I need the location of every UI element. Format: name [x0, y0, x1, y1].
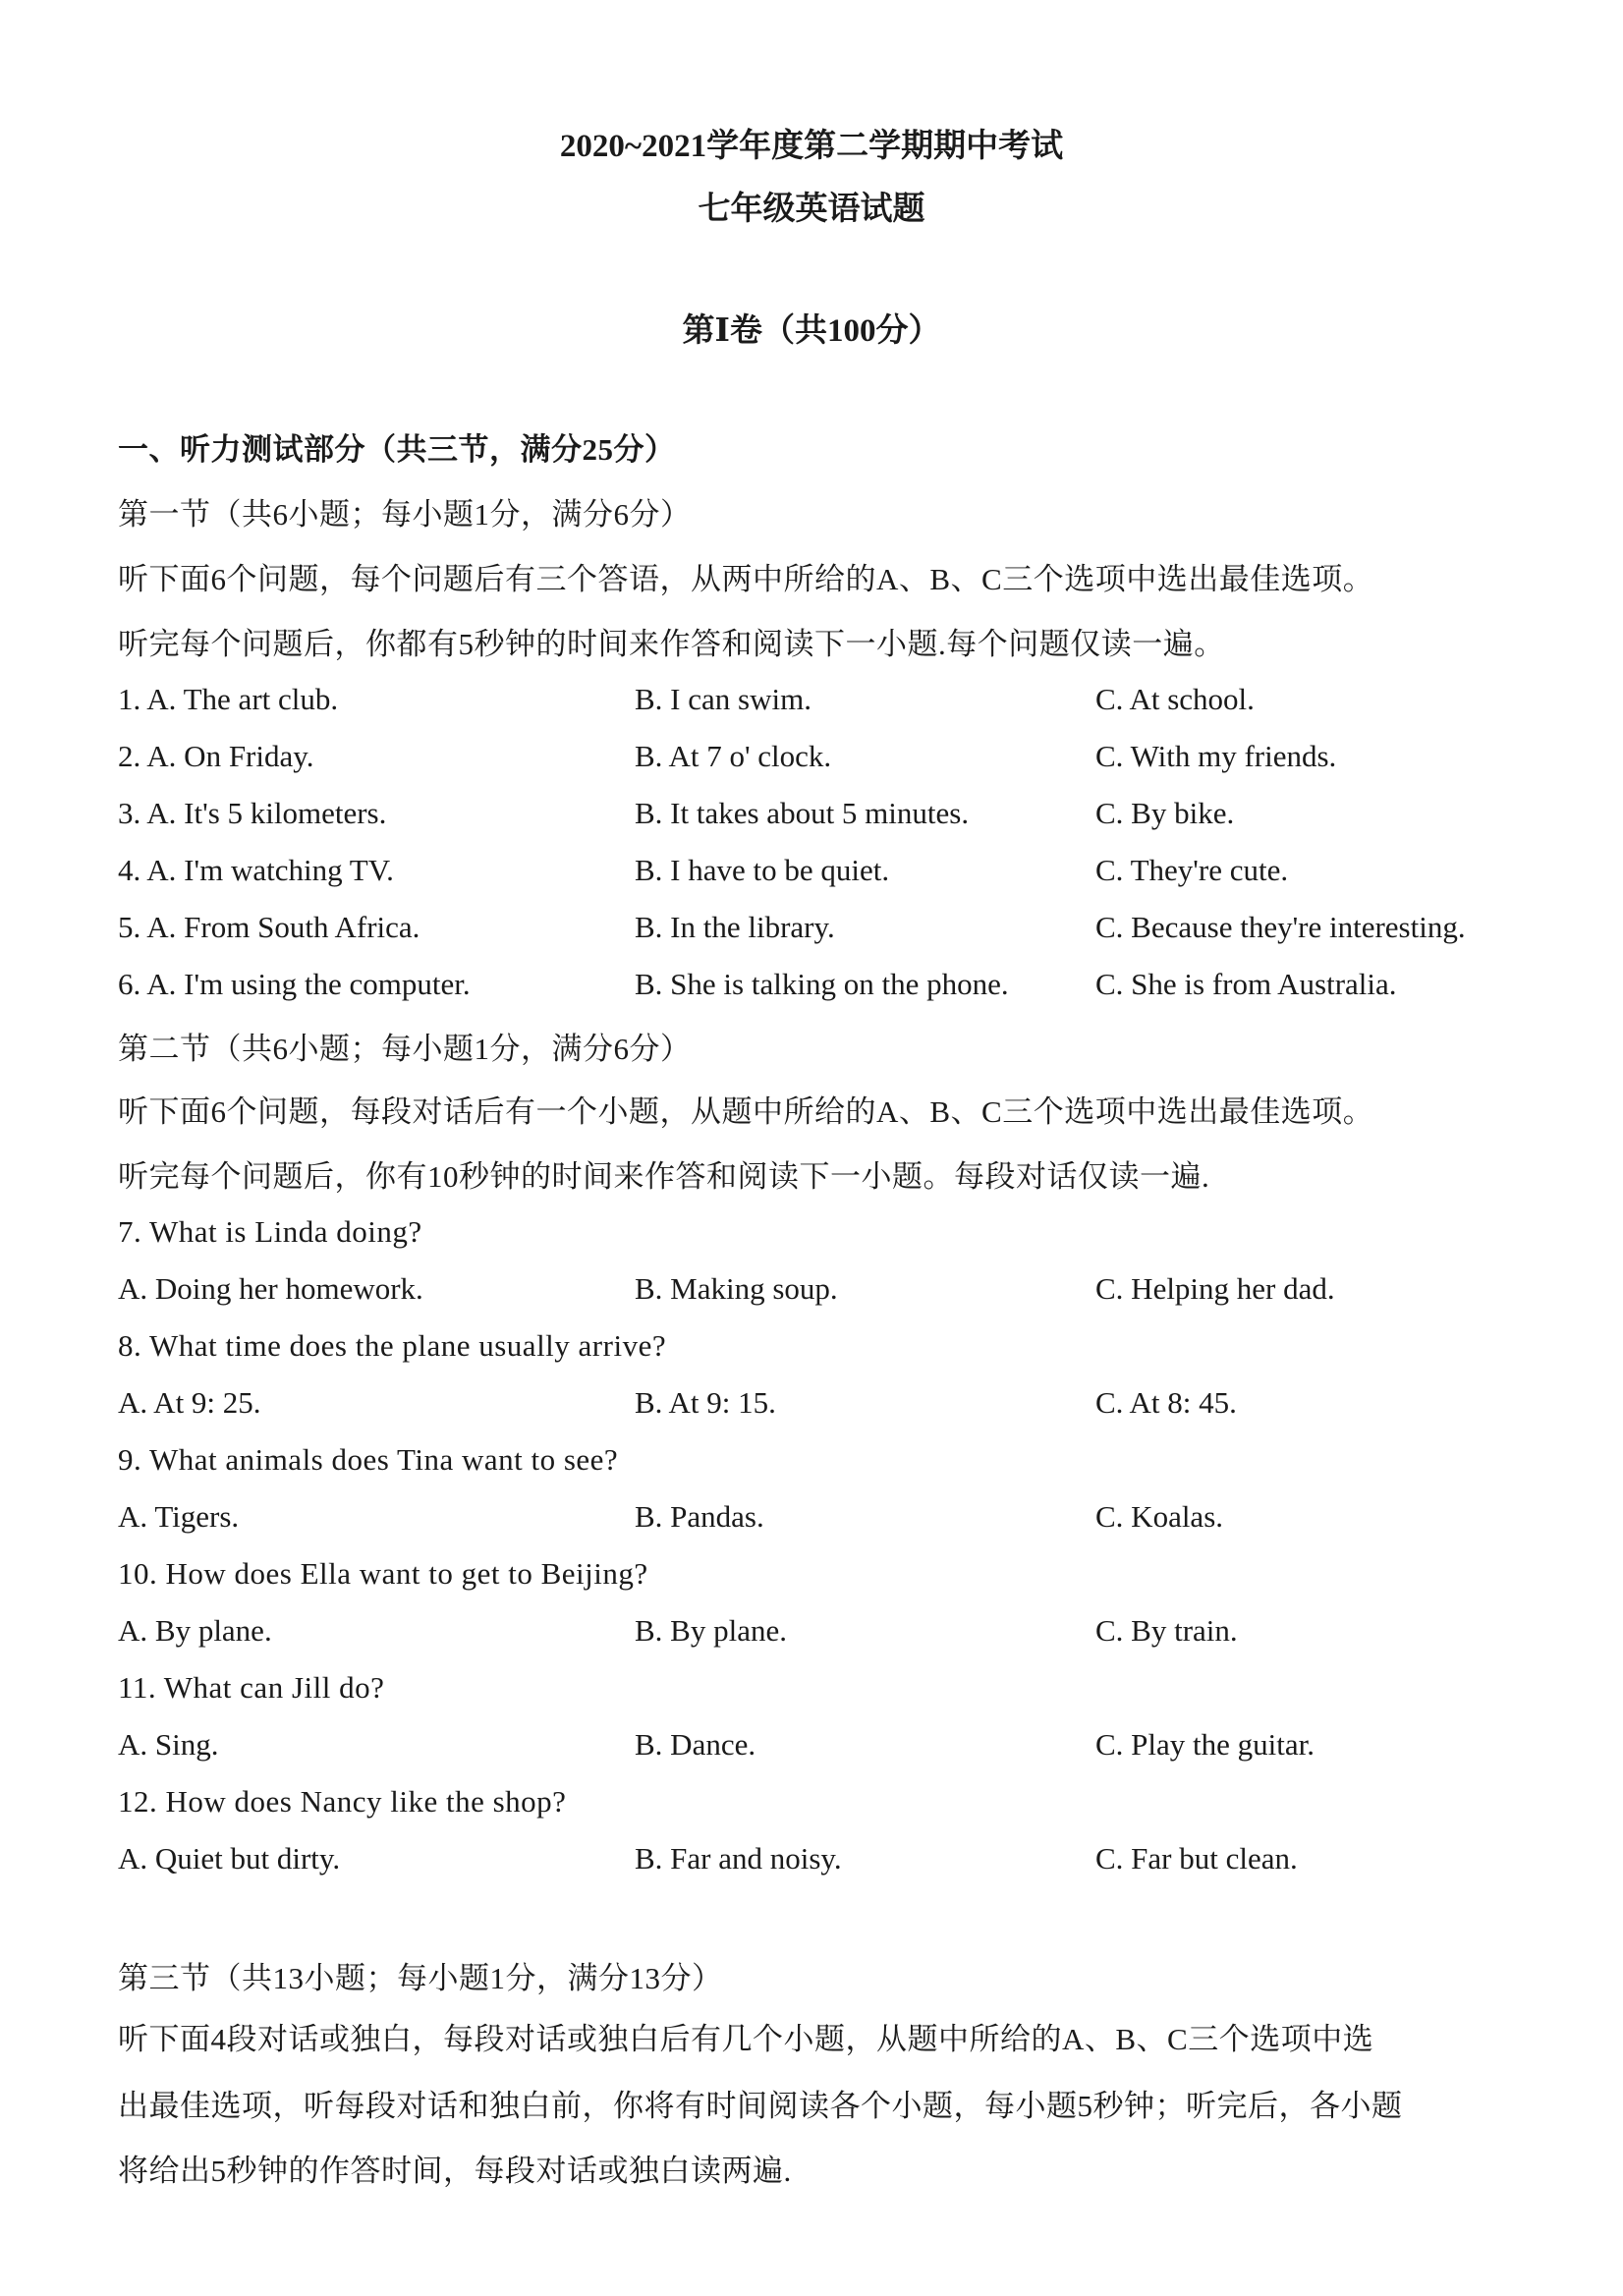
section2-instruction: 听完每个问题后，你有10秒钟的时间来作答和阅读下一小题。每段对话仅读一遍. — [118, 1159, 1210, 1194]
section3-heading: 第三节（共13小题；每小题1分，满分13分） — [118, 1961, 723, 1995]
option-a: A. Quiet but dirty. — [118, 1841, 341, 1876]
option-a: 1. A. The art club. — [118, 682, 339, 716]
option-b: B. In the library. — [635, 910, 835, 944]
option-b: B. Dance. — [635, 1727, 756, 1762]
option-b: B. It takes about 5 minutes. — [635, 796, 970, 830]
option-b: B. By plane. — [635, 1613, 787, 1648]
option-b: B. Making soup. — [635, 1271, 838, 1306]
option-b: B. I have to be quiet. — [635, 853, 890, 887]
option-b: B. At 9: 15. — [635, 1385, 776, 1420]
volume-heading: 第Ⅰ卷（共100分） — [682, 313, 941, 349]
section3-instruction: 将给出5秒钟的作答时间，每段对话或独白读两遍. — [118, 2154, 792, 2188]
option-a: A. By plane. — [118, 1613, 272, 1648]
section1-instruction: 听下面6个问题，每个问题后有三个答语，从两中所给的A、B、C三个选项中选出最佳选项。 — [118, 562, 1374, 596]
part1-heading: 一、听力测试部分（共三节，满分25分） — [118, 432, 676, 467]
question-stem: 7. What is Linda doing? — [118, 1214, 422, 1249]
question-stem: 11. What can Jill do? — [118, 1670, 385, 1705]
option-c: C. Koalas. — [1095, 1499, 1224, 1534]
option-a: 3. A. It's 5 kilometers. — [118, 796, 387, 830]
question-stem: 8. What time does the plane usually arrive? — [118, 1328, 667, 1363]
option-b: B. At 7 o' clock. — [635, 739, 832, 773]
section3-instruction: 听下面4段对话或独白，每段对话或独白后有几个小题，从题中所给的A、B、C三个选项中选 — [118, 2022, 1374, 2056]
option-b: B. She is talking on the phone. — [635, 967, 1009, 1001]
section2-heading: 第二节（共6小题；每小题1分，满分6分） — [118, 1032, 692, 1066]
option-a: A. Doing her homework. — [118, 1271, 423, 1306]
section3-instruction: 出最佳选项，听每段对话和独白前，你将有时间阅读各个小题，每小题5秒钟；听完后，各小题 — [118, 2089, 1403, 2123]
exam-title: 2020~2021学年度第二学期期中考试 — [559, 129, 1064, 164]
option-c: C. With my friends. — [1095, 739, 1337, 773]
option-a: 4. A. I'm watching TV. — [118, 853, 394, 887]
option-a: 5. A. From South Africa. — [118, 910, 420, 944]
option-c: C. At 8: 45. — [1095, 1385, 1237, 1420]
option-c: C. She is from Australia. — [1095, 967, 1397, 1001]
section2-instruction: 听下面6个问题，每段对话后有一个小题，从题中所给的A、B、C三个选项中选出最佳选项。 — [118, 1094, 1374, 1129]
option-b: B. Far and noisy. — [635, 1841, 842, 1876]
option-b: B. I can swim. — [635, 682, 812, 716]
section1-instruction: 听完每个问题后，你都有5秒钟的时间来作答和阅读下一小题.每个问题仅读一遍。 — [118, 627, 1225, 661]
option-a: 2. A. On Friday. — [118, 739, 314, 773]
option-c: C. Far but clean. — [1095, 1841, 1298, 1876]
question-stem: 10. How does Ella want to get to Beijing? — [118, 1556, 648, 1591]
option-c: C. By bike. — [1095, 796, 1235, 830]
section1-heading: 第一节（共6小题；每小题1分，满分6分） — [118, 497, 692, 532]
option-c: C. Because they're interesting. — [1095, 910, 1466, 944]
option-c: C. They're cute. — [1095, 853, 1289, 887]
option-a: A. Sing. — [118, 1727, 219, 1762]
option-c: C. At school. — [1095, 682, 1255, 716]
question-stem: 12. How does Nancy like the shop? — [118, 1784, 567, 1819]
option-c: C. Helping her dad. — [1095, 1271, 1335, 1306]
question-stem: 9. What animals does Tina want to see? — [118, 1442, 619, 1477]
option-a: 6. A. I'm using the computer. — [118, 967, 471, 1001]
exam-subtitle: 七年级英语试题 — [698, 192, 925, 227]
option-a: A. Tigers. — [118, 1499, 240, 1534]
option-c: C. By train. — [1095, 1613, 1238, 1648]
option-a: A. At 9: 25. — [118, 1385, 261, 1420]
option-b: B. Pandas. — [635, 1499, 764, 1534]
option-c: C. Play the guitar. — [1095, 1727, 1315, 1762]
